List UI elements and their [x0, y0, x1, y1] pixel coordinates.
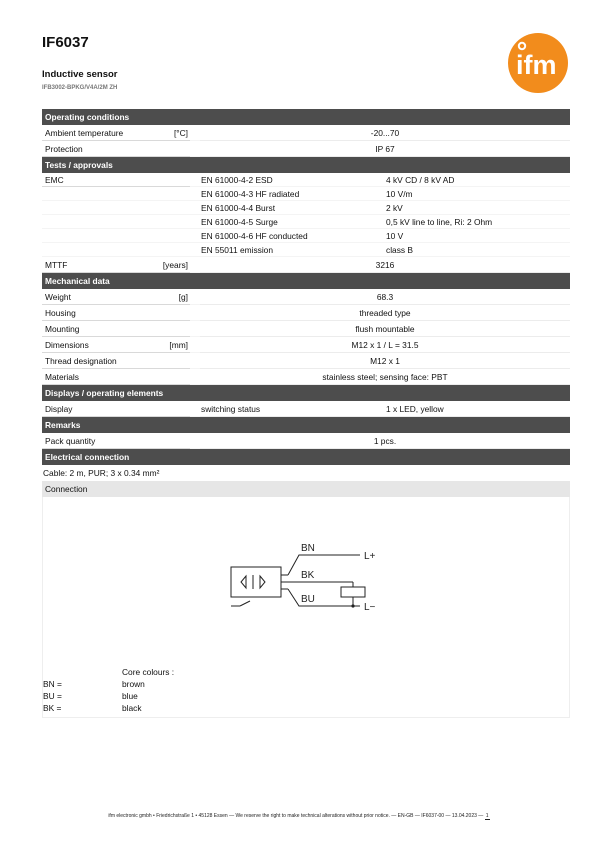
pack-quantity-label: Pack quantity — [45, 436, 96, 446]
row-materials — [42, 369, 570, 385]
wire-label-bu: BU — [301, 594, 315, 605]
materials-value: stainless steel; sensing face: PBT — [322, 372, 448, 382]
section-mechanical-data: Mechanical data — [42, 273, 570, 289]
row-protection — [42, 141, 570, 157]
display-key: switching status — [201, 404, 261, 414]
dimensions-unit: [mm] — [169, 340, 188, 350]
mttf-value: 3216 — [375, 260, 395, 270]
section-remarks: Remarks — [42, 417, 570, 433]
ifm-logo — [508, 33, 568, 93]
wiring-diagram — [228, 539, 403, 629]
product-subtitle: Inductive sensor — [42, 69, 118, 80]
row-weight — [42, 289, 570, 305]
core-code: BN = — [43, 679, 62, 689]
page-number: 1 — [485, 813, 489, 819]
row-mttf — [42, 257, 570, 273]
product-title: IF6037 — [42, 34, 89, 51]
terminal-l-minus: L− — [364, 602, 376, 613]
wire-label-bn: BN — [301, 543, 315, 554]
ambient-temperature-unit: [°C] — [173, 128, 188, 138]
section-displays-operating-elements: Displays / operating elements — [42, 385, 570, 401]
row-emc — [42, 173, 570, 187]
core-colour: brown — [122, 679, 145, 689]
row-display — [42, 401, 570, 417]
pack-quantity-value: 1 pcs. — [373, 436, 397, 446]
svg-text:ifm: ifm — [516, 50, 557, 80]
product-code: IFB3002-BPKG/V4A/2M ZH — [42, 85, 118, 91]
emc-value: class B — [386, 245, 413, 255]
mttf-unit: [years] — [162, 260, 188, 270]
row-thread-designation — [42, 353, 570, 369]
dimensions-label: Dimensions — [45, 340, 89, 350]
emc-standard: EN 61000-4-3 HF radiated — [201, 189, 300, 199]
mounting-value: flush mountable — [355, 324, 415, 334]
core-code: BU = — [43, 691, 62, 701]
emc-value: 4 kV CD / 8 kV AD — [386, 175, 455, 185]
protection-label: Protection — [45, 144, 83, 154]
ambient-temperature-label: Ambient temperature — [45, 128, 124, 138]
emc-value: 10 V — [386, 231, 404, 241]
ambient-temperature-value: -20...70 — [370, 128, 400, 138]
emc-label: EMC — [45, 175, 64, 185]
terminal-l-plus: L+ — [364, 551, 376, 562]
display-value: 1 x LED, yellow — [386, 404, 444, 414]
footer-text: ifm electronic gmbh • Friedrichstraße 1 • 45128 Essen — We reserve the right to make technical alterations without prior notice. — EN-GB — IF6037-00 — 13.04.2023 — — [108, 813, 484, 819]
emc-standard: EN 61000-4-2 ESD — [201, 175, 273, 185]
row-housing — [42, 305, 570, 321]
row-emc — [42, 201, 570, 215]
junction-dot — [351, 604, 354, 607]
connection-heading: Connection — [42, 481, 570, 497]
mttf-label: MTTF — [45, 260, 68, 270]
row-emc — [42, 215, 570, 229]
row-emc — [42, 229, 570, 243]
row-mounting — [42, 321, 570, 337]
core-colour: black — [122, 703, 142, 713]
housing-value: threaded type — [359, 308, 411, 318]
emc-standard: EN 61000-4-6 HF conducted — [201, 231, 308, 241]
weight-value: 68.3 — [376, 292, 394, 302]
row-emc — [42, 187, 570, 201]
core-colours-title: Core colours : — [122, 667, 175, 677]
protection-value: IP 67 — [375, 144, 395, 154]
section-tests-approvals: Tests / approvals — [42, 157, 570, 173]
emc-value: 10 V/m — [386, 189, 413, 199]
display-label: Display — [45, 404, 73, 414]
emc-standard: EN 55011 emission — [201, 245, 274, 255]
thread-label: Thread designation — [45, 356, 117, 366]
datasheet-body — [42, 109, 570, 718]
dimensions-value: M12 x 1 / L = 31.5 — [351, 340, 419, 350]
cable-spec: Cable: 2 m, PUR; 3 x 0.34 mm² — [43, 468, 160, 478]
wire-label-bk: BK — [301, 570, 315, 581]
weight-unit: [g] — [178, 292, 188, 302]
thread-value: M12 x 1 — [370, 356, 400, 366]
materials-label: Materials — [45, 372, 79, 382]
emc-value: 2 kV — [386, 203, 403, 213]
row-dimensions — [42, 337, 570, 353]
row-ambient-temperature — [42, 125, 570, 141]
row-emc — [42, 243, 570, 257]
emc-value: 0,5 kV line to line, Ri: 2 Ohm — [386, 217, 493, 227]
section-operating-conditions: Operating conditions — [42, 109, 570, 125]
core-colour: blue — [122, 691, 138, 701]
connection-panel — [42, 497, 570, 718]
section-electrical-connection: Electrical connection — [42, 449, 570, 465]
page-footer — [0, 813, 598, 820]
emc-standard: EN 61000-4-5 Surge — [201, 217, 278, 227]
weight-label: Weight — [45, 292, 71, 302]
row-pack-quantity — [42, 433, 570, 449]
emc-standard: EN 61000-4-4 Burst — [201, 203, 276, 213]
housing-label: Housing — [45, 308, 76, 318]
core-code: BK = — [43, 703, 62, 713]
mounting-label: Mounting — [45, 324, 80, 334]
